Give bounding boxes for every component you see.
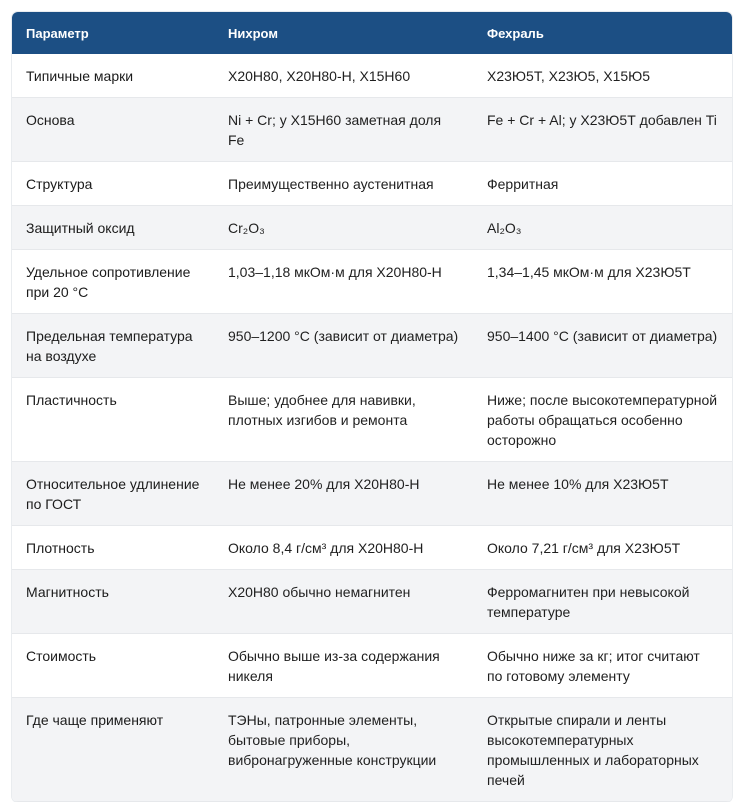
row-fechral: Ниже; после высокотемпературной работы обращаться особенно осторожно: [473, 378, 732, 462]
row-parameter: Магнитность: [12, 570, 214, 634]
row-fechral: 950–1400 °С (зависит от диаметра): [473, 314, 732, 378]
row-parameter: Пластичность: [12, 378, 214, 462]
row-parameter: Где чаще применяют: [12, 698, 214, 802]
header-parameter: Параметр: [12, 12, 214, 54]
row-parameter: Предельная температура на воздухе: [12, 314, 214, 378]
row-fechral: 1,34–1,45 мкОм·м для Х23Ю5Т: [473, 250, 732, 314]
table-row: [12, 54, 732, 98]
row-parameter: Защитный оксид: [12, 206, 214, 250]
table-header: [12, 12, 732, 54]
row-parameter: Основа: [12, 98, 214, 162]
row-nichrome: Около 8,4 г/см³ для Х20Н80-Н: [214, 526, 473, 570]
table-row: [12, 462, 732, 526]
table-row: [12, 526, 732, 570]
table-row: [12, 206, 732, 250]
row-fechral: Ферритная: [473, 162, 732, 206]
table-row: [12, 570, 732, 634]
table-row: [12, 162, 732, 206]
row-nichrome: Х20Н80 обычно немагнитен: [214, 570, 473, 634]
table-row: [12, 314, 732, 378]
table-row: [12, 698, 732, 802]
table-body: [12, 54, 732, 802]
table-row: [12, 98, 732, 162]
row-nichrome: Обычно выше из-за содержания никеля: [214, 634, 473, 698]
row-fechral: Х23Ю5Т, Х23Ю5, Х15Ю5: [473, 54, 732, 98]
row-nichrome: 950–1200 °С (зависит от диаметра): [214, 314, 473, 378]
row-fechral: Открытые спирали и ленты высокотемпературных промышленных и лабораторных печей: [473, 698, 732, 802]
row-parameter: Типичные марки: [12, 54, 214, 98]
row-fechral: Ферромагнитен при невысокой температуре: [473, 570, 732, 634]
comparison-table-container: [12, 12, 732, 802]
header-nichrome: Нихром: [214, 12, 473, 54]
row-fechral: Не менее 10% для Х23Ю5Т: [473, 462, 732, 526]
row-nichrome: Преимущественно аустенитная: [214, 162, 473, 206]
row-parameter: Относительное удлинение по ГОСТ: [12, 462, 214, 526]
row-fechral: Обычно ниже за кг; итог считают по готовому элементу: [473, 634, 732, 698]
row-nichrome: ТЭНы, патронные элементы, бытовые приборы, вибронагруженные конструкции: [214, 698, 473, 802]
table-row: [12, 634, 732, 698]
row-nichrome: Ni + Cr; у Х15Н60 заметная доля Fe: [214, 98, 473, 162]
row-nichrome: Cr₂O₃: [214, 206, 473, 250]
row-parameter: Плотность: [12, 526, 214, 570]
row-nichrome: Выше; удобнее для навивки, плотных изгибов и ремонта: [214, 378, 473, 462]
row-parameter: Удельное сопротивление при 20 °С: [12, 250, 214, 314]
row-parameter: Стоимость: [12, 634, 214, 698]
header-row: [12, 12, 732, 54]
row-parameter: Структура: [12, 162, 214, 206]
header-fechral: Фехраль: [473, 12, 732, 54]
row-fechral: Al₂O₃: [473, 206, 732, 250]
row-nichrome: 1,03–1,18 мкОм·м для Х20Н80-Н: [214, 250, 473, 314]
row-fechral: Fe + Cr + Al; у Х23Ю5Т добавлен Ti: [473, 98, 732, 162]
comparison-table: [12, 12, 732, 802]
row-fechral: Около 7,21 г/см³ для Х23Ю5Т: [473, 526, 732, 570]
row-nichrome: Не менее 20% для Х20Н80-Н: [214, 462, 473, 526]
table-row: [12, 378, 732, 462]
table-row: [12, 250, 732, 314]
row-nichrome: Х20Н80, Х20Н80-Н, Х15Н60: [214, 54, 473, 98]
